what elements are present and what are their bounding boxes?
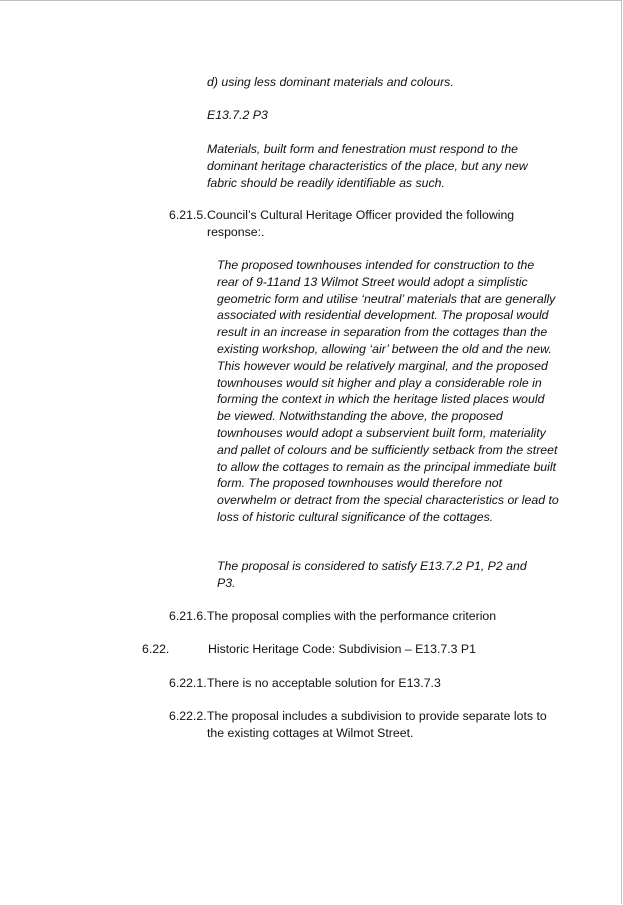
paragraph-6-21-6 — [169, 608, 559, 625]
paragraph-text: The proposal includes a subdivision to provide separate lots to the existing cottages at Wilmot Street. — [207, 709, 547, 740]
paragraph-6-22-1 — [169, 675, 559, 692]
officer-response-paragraph-1: The proposed townhouses intended for construction to the rear of 9-11and 13 Wilmot Street would adopt a simplistic geometric form and utilise ‘neutral’ materials that are generally associated with residential development. The proposal would result in an increase in separation from the cottages than the existing workshop, allowing ‘air’ between the old and the new. This however would be relatively marginal, and the proposed townhouses would sit higher and play a considerable role in forming the context in which the heritage listed places would be viewed. Notwithstanding the above, the proposed townhouses would adopt a subservient built form, materiality and pallet of colours and be sufficiently setback from the street to allow the cottages to remain as the principal immediate built form. The proposed townhouses would therefore not overwhelm or detract from the special characteristics or lead to loss of historic cultural significance of the cottages. — [217, 258, 559, 524]
paragraph-number: 6.22.1. — [169, 676, 207, 690]
section-number: 6.22. — [142, 642, 170, 656]
criteria-item-d: d) using less dominant materials and colours. — [207, 75, 454, 89]
paragraph-text: There is no acceptable solution for E13.7.3 — [207, 676, 441, 690]
section-title: Historic Heritage Code: Subdivision – E13.7.3 P1 — [208, 642, 476, 656]
paragraph-number: 6.22.2. — [169, 709, 207, 723]
officer-response-paragraph-2: The proposal is considered to satisfy E13.7.2 P1, P2 and P3. — [217, 559, 527, 590]
paragraph-6-21-5 — [169, 207, 539, 241]
paragraph-text: Council’s Cultural Heritage Officer provided the following response:. — [207, 208, 515, 239]
criteria-clause-ref: E13.7.2 P3 — [207, 108, 268, 122]
paragraph-6-22-2 — [169, 708, 554, 742]
paragraph-number: 6.21.5. — [169, 208, 207, 222]
paragraph-text: The proposal complies with the performance criterion — [207, 609, 497, 623]
paragraph-number: 6.21.6. — [169, 609, 207, 623]
criteria-clause-text: Materials, built form and fenestration must respond to the dominant heritage characteristics of the place, but any new fabric should be readily identifiable as such. — [207, 142, 528, 190]
